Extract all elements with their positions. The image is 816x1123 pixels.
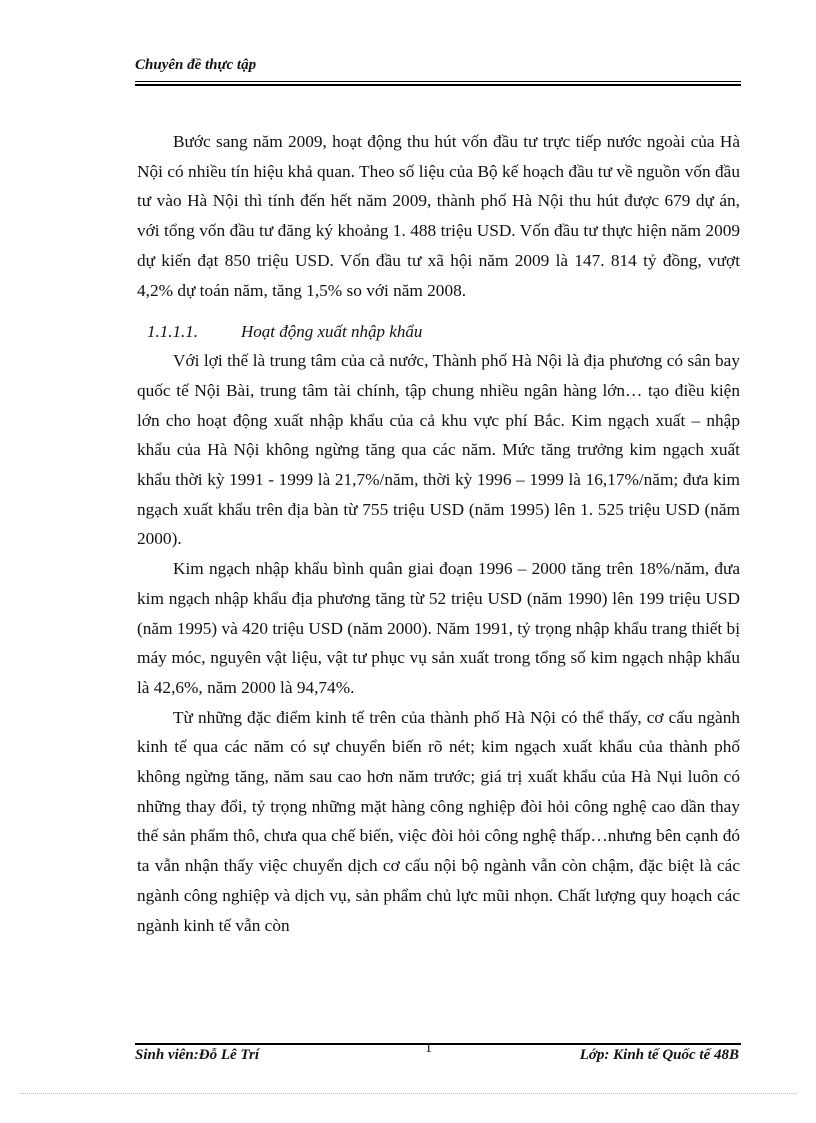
paragraph-import-turnover: Kim ngạch nhập khẩu bình quân giai đoạn 1996 – 2000 tăng trên 18%/năm, đưa kim ngạch nhập khẩu địa phương tăng từ 52 triệu USD (năm 1990) lên 199 triệu USD (năm 1995) và 420 triệu USD (năm 2000). Năm 1991, tỷ trọng nhập khẩu trang thiết bị máy móc, nguyên vật liệu, vật tư phục vụ sản xuất trong tổng số kim ngạch nhập khẩu là 42,6%, năm 2000 là 94,74%. [137,559,740,697]
footer-rule-thick [135,1043,741,1045]
paragraph-fdi-2009: Bước sang năm 2009, hoạt động thu hút vốn đầu tư trực tiếp nước ngoài của Hà Nội có nhiều tín hiệu khả quan. Theo số liệu của Bộ kế hoạch đầu tư về nguồn vốn đầu tư vào Hà Nội thì tính đến hết năm 2009, thành phố Hà Nội thu hút được 679 dự án, với tổng vốn đầu tư đăng ký khoảng 1. 488 triệu USD. Vốn đầu tư thực hiện năm 2009 dự kiến đạt 850 triệu USD. Vốn đầu tư xã hội năm 2009 là 147. 814 tỷ đồng, vượt 4,2% dự toán năm, tăng 1,5% so với năm 2008. [137,132,740,300]
header-rule-thin [135,81,741,82]
header-rule-thick [135,84,741,86]
page-header-title: Chuyên đề thực tập [135,57,257,73]
footer-student-name: Sinh viên:Đỗ Lê Trí [135,1047,260,1063]
section-heading-text: Hoạt động xuất nhập khẩu [241,322,423,342]
page-footer [135,1041,741,1069]
footer-page-number: 1 [425,1041,432,1056]
paragraph-import-export: Với lợi thế là trung tâm của cả nước, Thành phố Hà Nội là địa phương có sân bay quốc tế Nội Bài, trung tâm tài chính, tập chung nhiều ngân hàng lớn… tạo điều kiện lớn cho hoạt động xuất nhập khẩu của cả khu vực phí Bắc. Kim ngạch xuất – nhập khẩu của Hà Nội không ngừng tăng qua các năm. Mức tăng trưởng kim ngạch xuất khẩu thời kỳ 1991 - 1999 là 21,7%/năm, thời kỳ 1996 – 1999 là 16,17%/năm; đưa kim ngạch xuất khẩu trên địa bàn từ 755 triệu USD (năm 1995) lên 1. 525 triệu USD (năm 2000). [137,351,740,549]
page-bottom-border [20,1093,796,1094]
section-heading-number: 1.1.1.1. [147,322,198,342]
paragraph-economic-structure: Từ những đặc điểm kinh tế trên của thành phố Hà Nội có thể thấy, cơ cấu ngành kinh tế qua các năm có sự chuyển biến rõ nét; kim ngạch xuất khẩu của thành phố không ngừng tăng, năm sau cao hơn năm trước; giá trị xuất khẩu của Hà Nụi luôn có những thay đổi, tỷ trọng những mặt hàng công nghiệp đòi hỏi công nghệ cao dần thay thế sản phẩm thô, chưa qua chế biến, việc đòi hỏi công nghệ thấp…nhưng bên cạnh đó ta vẫn nhận thấy việc chuyển dịch cơ cấu nội bộ ngành vẫn còn chậm, đặc biệt là các ngành công nghiệp và dịch vụ, sản phẩm chủ lực mũi nhọn. Chất lượng quy hoạch các ngành kinh tế vẫn còn [137,707,740,935]
section-heading [147,319,740,345]
document-body [137,127,740,940]
footer-class-name: Lớp: Kinh tế Quốc tế 48B [579,1047,739,1063]
